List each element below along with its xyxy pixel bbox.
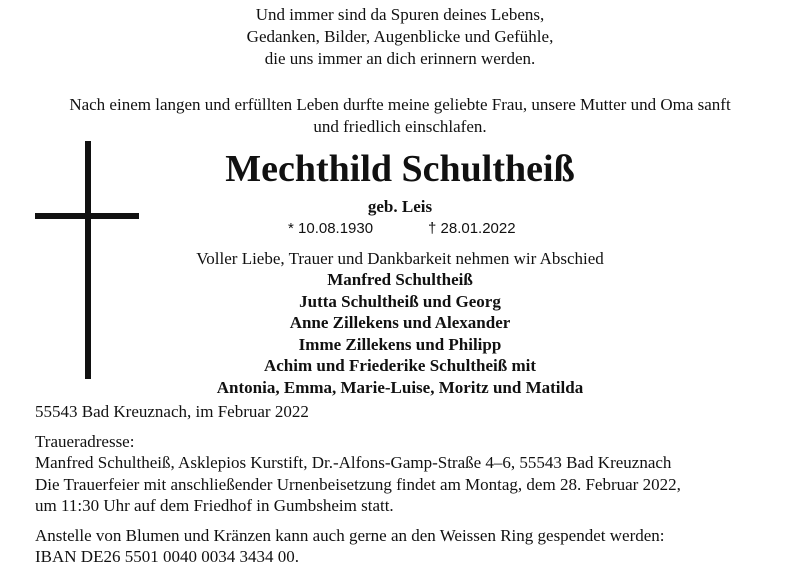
mourner-name: Imme Zillekens und Philipp	[298, 334, 502, 354]
mourning-address: Manfred Schultheiß, Asklepios Kurstift, Dr.-Alfons-Gamp-Straße 4–6, 55543 Bad Kreuznach	[35, 453, 672, 472]
deceased-name: Mechthild Schultheiß	[225, 148, 575, 190]
birth-name: geb. Leis	[367, 197, 433, 216]
poem	[0, 4, 800, 70]
intro-line: und friedlich einschlafen.	[313, 117, 487, 136]
donation-line: Anstelle von Blumen und Kränzen kann auch gerne an den Weissen Ring gespendet werden:	[35, 525, 665, 545]
place-date: 55543 Bad Kreuznach, im Februar 2022	[35, 402, 309, 421]
mourner-name: Antonia, Emma, Marie-Luise, Moritz und Matilda	[216, 377, 584, 397]
mourner-name: Anne Zillekens und Alexander	[289, 313, 511, 333]
farewell-text: Voller Liebe, Trauer und Dankbarkeit nehmen wir Abschied	[196, 249, 604, 268]
address-label: Traueradresse:	[35, 431, 135, 451]
poem-line: Gedanken, Bilder, Augenblicke und Gefühle,	[246, 27, 554, 46]
birth-date: * 10.08.1930	[288, 220, 374, 237]
ceremony-line: Die Trauerfeier mit anschließender Urnenbeisetzung findet am Montag, dem 28. Februar 2022,	[35, 474, 681, 494]
intro-text	[0, 94, 800, 138]
intro-line: Nach einem langen und erfüllten Leben durfte meine geliebte Frau, unsere Mutter und Oma sanft	[69, 95, 731, 114]
mourners-list	[0, 269, 800, 399]
death-date: † 28.01.2022	[428, 220, 516, 237]
footer-info	[35, 401, 775, 568]
mourner-name: Jutta Schultheiß und Georg	[299, 291, 501, 311]
donation-line: IBAN DE26 5501 0040 0034 3434 00.	[35, 547, 299, 566]
poem-line: Und immer sind da Spuren deines Lebens,	[255, 5, 545, 24]
ceremony-line: um 11:30 Uhr auf dem Friedhof in Gumbsheim statt.	[35, 496, 394, 515]
mourner-name: Manfred Schultheiß	[327, 270, 473, 289]
poem-line: die uns immer an dich erinnern werden.	[264, 49, 536, 68]
mourner-name: Achim und Friederike Schultheiß mit	[263, 356, 536, 376]
